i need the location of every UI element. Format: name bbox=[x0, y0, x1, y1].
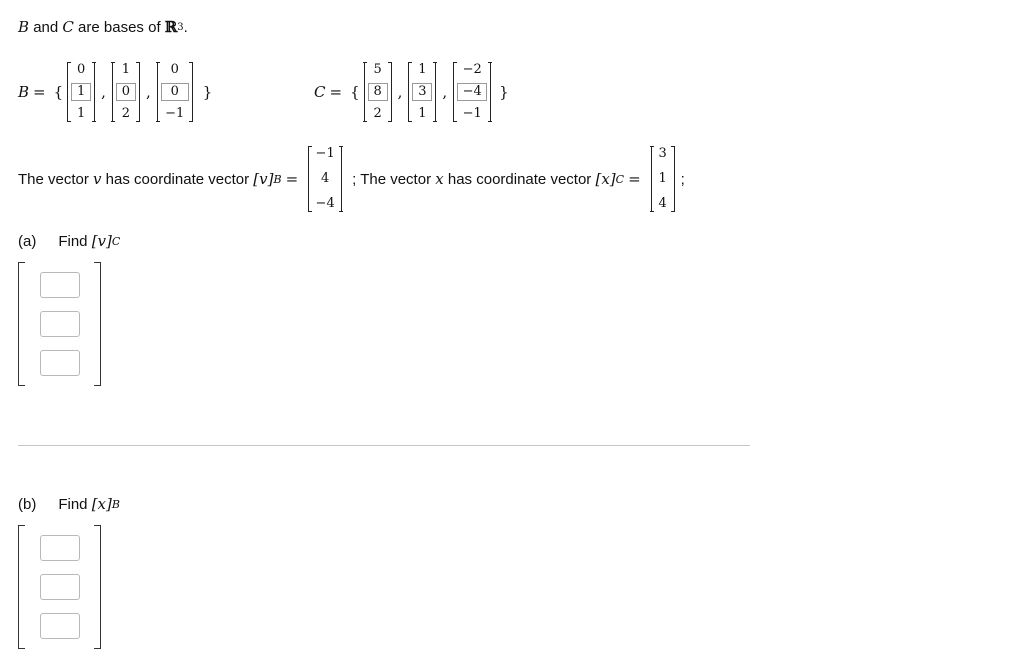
comma: , bbox=[101, 83, 106, 101]
answer-a-right-bracket bbox=[94, 262, 101, 386]
basis-b-label: B bbox=[18, 83, 30, 101]
comma: , bbox=[145, 83, 151, 101]
answer-b-input-2[interactable] bbox=[40, 574, 80, 600]
basis-c-symbol: C bbox=[62, 18, 74, 36]
matrix-cell: 4 bbox=[658, 196, 667, 211]
close-brace: } bbox=[499, 83, 509, 101]
basis-c-vector-2 bbox=[408, 62, 436, 122]
matrix-cell: −1 bbox=[462, 106, 482, 121]
matrix-cell: −1 bbox=[315, 146, 335, 161]
statement-text-2: has coordinate vector bbox=[101, 170, 254, 188]
basis-c-label: C bbox=[314, 83, 326, 101]
matrix-cell: 0 bbox=[170, 62, 179, 77]
answer-a-input-2[interactable] bbox=[40, 311, 80, 337]
basis-b-vector-2 bbox=[112, 62, 140, 122]
vector-v-symbol: v bbox=[93, 170, 102, 188]
coord-x-expr: [x] bbox=[595, 170, 616, 188]
coord-v-expr: [v] bbox=[253, 170, 274, 188]
part-b-find: Find bbox=[58, 495, 92, 513]
matrix-cell: 1 bbox=[658, 171, 667, 186]
answer-b-input-3[interactable] bbox=[40, 613, 80, 639]
matrix-cell: 0 bbox=[77, 62, 86, 77]
matrix-cell: 0 bbox=[116, 83, 136, 101]
matrix-cell: 4 bbox=[321, 171, 330, 186]
open-brace: { bbox=[53, 83, 64, 101]
vector-x-symbol: x bbox=[435, 170, 444, 188]
v-b-vector bbox=[308, 146, 342, 212]
matrix-cell: 1 bbox=[121, 62, 131, 77]
open-brace: { bbox=[350, 83, 360, 101]
matrix-cell: 2 bbox=[373, 106, 382, 121]
equals-sign: = bbox=[628, 170, 641, 188]
basis-c-vector-1 bbox=[364, 62, 392, 122]
matrix-cell: −2 bbox=[462, 62, 482, 77]
basis-b-vector-1 bbox=[67, 62, 95, 122]
section-divider bbox=[18, 445, 750, 446]
part-b-expr: [x] bbox=[91, 495, 112, 513]
intro-line bbox=[18, 18, 188, 36]
intro-period: . bbox=[183, 18, 188, 36]
answer-a-input-3[interactable] bbox=[40, 350, 80, 376]
part-b-subscript: B bbox=[111, 497, 120, 511]
answer-b-right-bracket bbox=[94, 525, 101, 649]
matrix-cell: 1 bbox=[77, 106, 86, 121]
coord-v-subscript: B bbox=[273, 172, 282, 186]
basis-b-definition bbox=[18, 62, 216, 122]
intro-and: and bbox=[29, 18, 63, 36]
matrix-cell: 2 bbox=[121, 106, 131, 121]
r3-exponent: 3 bbox=[177, 21, 184, 33]
x-c-vector bbox=[651, 146, 675, 212]
equals-sign: = bbox=[285, 170, 299, 188]
answer-b-input-1[interactable] bbox=[40, 535, 80, 561]
part-a-label: (a) bbox=[18, 232, 37, 250]
part-a-heading bbox=[18, 232, 120, 250]
r3-symbol: ℝ bbox=[164, 18, 178, 36]
answer-a-left-bracket bbox=[18, 262, 25, 386]
matrix-cell: 5 bbox=[373, 62, 382, 77]
basis-c-vector-3 bbox=[453, 62, 491, 122]
close-brace: } bbox=[202, 83, 213, 101]
part-a-expr: [v] bbox=[91, 232, 112, 250]
statement-text-3: ; The vector bbox=[352, 170, 436, 188]
matrix-cell: −4 bbox=[315, 196, 335, 211]
comma: , bbox=[397, 83, 403, 101]
matrix-cell: −4 bbox=[457, 83, 487, 101]
matrix-cell: −1 bbox=[165, 106, 185, 121]
intro-are-bases: are bases of bbox=[73, 18, 165, 36]
matrix-cell: 3 bbox=[658, 146, 667, 161]
matrix-cell: 1 bbox=[71, 83, 91, 101]
part-a-subscript: C bbox=[111, 234, 121, 248]
matrix-cell: 3 bbox=[412, 83, 432, 101]
coord-x-subscript: C bbox=[615, 172, 625, 186]
answer-b-left-bracket bbox=[18, 525, 25, 649]
statement-line bbox=[18, 145, 685, 213]
matrix-cell: 1 bbox=[418, 62, 427, 77]
equals-sign: = bbox=[329, 83, 343, 101]
part-a-find: Find bbox=[58, 232, 92, 250]
basis-b-vector-3 bbox=[157, 62, 193, 122]
basis-b-symbol: B bbox=[18, 18, 30, 36]
answer-a-input-1[interactable] bbox=[40, 272, 80, 298]
part-b-label: (b) bbox=[18, 495, 37, 513]
statement-text-4: has coordinate vector bbox=[443, 170, 596, 188]
comma: , bbox=[442, 83, 448, 101]
matrix-cell: 0 bbox=[161, 83, 189, 101]
basis-c-definition bbox=[314, 62, 513, 122]
matrix-cell: 1 bbox=[418, 106, 427, 121]
part-b-heading bbox=[18, 495, 120, 513]
statement-semicolon: ; bbox=[680, 170, 685, 188]
statement-text-1: The vector bbox=[18, 170, 94, 188]
equals-sign: = bbox=[33, 83, 46, 101]
matrix-cell: 8 bbox=[368, 83, 388, 101]
